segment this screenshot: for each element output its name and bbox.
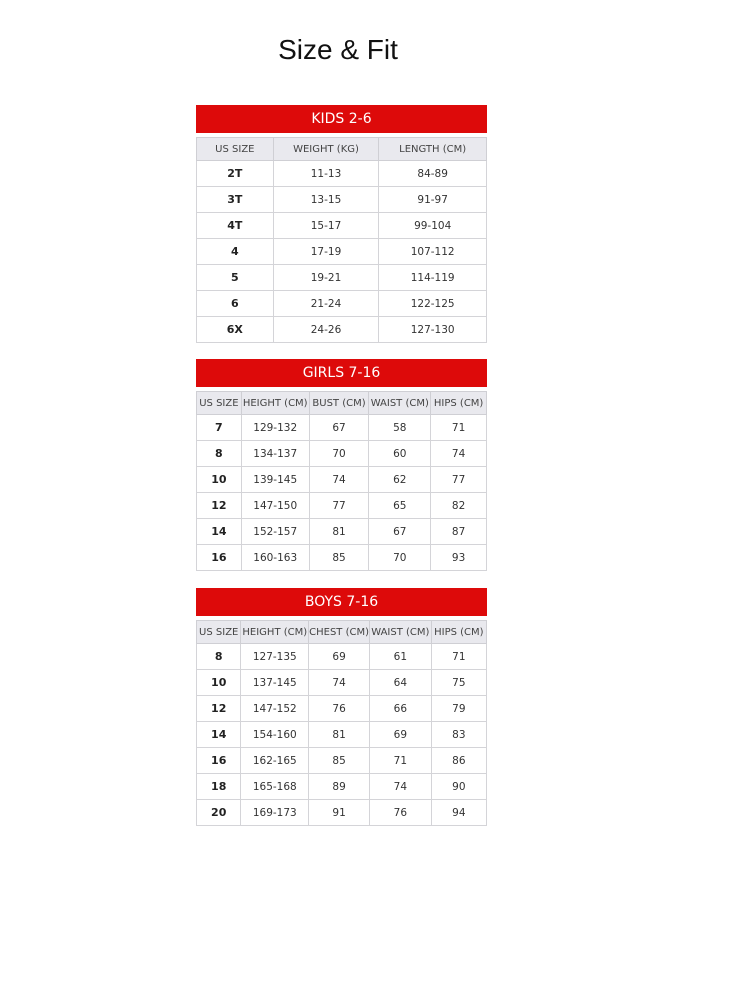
table-cell: 169-173 [241, 800, 309, 826]
kids-size-chart [196, 105, 487, 343]
size-cell: 4T [197, 213, 274, 239]
table-cell: 75 [431, 670, 486, 696]
size-cell: 12 [197, 696, 241, 722]
table-cell: 67 [309, 415, 369, 441]
table-cell: 152-157 [241, 519, 309, 545]
table-cell: 74 [309, 670, 370, 696]
table-cell: 87 [431, 519, 487, 545]
table-cell: 71 [431, 644, 486, 670]
table-cell: 90 [431, 774, 486, 800]
boys-chart-title: BOYS 7-16 [196, 588, 487, 616]
column-header: US SIZE [197, 621, 241, 644]
table-row [197, 441, 487, 467]
size-cell: 16 [197, 748, 241, 774]
table-cell: 127-130 [379, 317, 487, 343]
table-cell: 84-89 [379, 161, 487, 187]
table-row [197, 696, 487, 722]
girls-chart-title: GIRLS 7-16 [196, 359, 487, 387]
table-cell: 154-160 [241, 722, 309, 748]
table-cell: 11-13 [273, 161, 379, 187]
table-cell: 69 [309, 644, 370, 670]
table-cell: 74 [370, 774, 432, 800]
table-cell: 107-112 [379, 239, 487, 265]
table-cell: 79 [431, 696, 486, 722]
table-cell: 137-145 [241, 670, 309, 696]
column-header: HIPS (CM) [431, 621, 486, 644]
size-cell: 2T [197, 161, 274, 187]
size-cell: 18 [197, 774, 241, 800]
size-cell: 14 [197, 519, 242, 545]
size-cell: 8 [197, 441, 242, 467]
table-cell: 83 [431, 722, 486, 748]
boys-size-table [196, 620, 487, 826]
table-cell: 82 [431, 493, 487, 519]
girls-size-chart [196, 359, 487, 571]
table-row [197, 722, 487, 748]
table-cell: 58 [369, 415, 431, 441]
table-row [197, 748, 487, 774]
table-row [197, 800, 487, 826]
column-header: LENGTH (CM) [379, 138, 487, 161]
table-header-row [197, 138, 487, 161]
table-row [197, 239, 487, 265]
table-cell: 60 [369, 441, 431, 467]
table-cell: 85 [309, 748, 370, 774]
table-cell: 147-152 [241, 696, 309, 722]
table-cell: 66 [370, 696, 432, 722]
table-cell: 74 [309, 467, 369, 493]
column-header: CHEST (CM) [309, 621, 370, 644]
table-row [197, 670, 487, 696]
table-cell: 19-21 [273, 265, 379, 291]
table-cell: 122-125 [379, 291, 487, 317]
boys-size-chart [196, 588, 487, 826]
table-cell: 86 [431, 748, 486, 774]
table-cell: 15-17 [273, 213, 379, 239]
table-cell: 77 [431, 467, 487, 493]
table-row [197, 161, 487, 187]
table-cell: 93 [431, 545, 487, 571]
column-header: HEIGHT (CM) [241, 392, 309, 415]
table-cell: 89 [309, 774, 370, 800]
table-row [197, 187, 487, 213]
table-cell: 99-104 [379, 213, 487, 239]
table-row [197, 493, 487, 519]
table-header-row [197, 621, 487, 644]
size-cell: 7 [197, 415, 242, 441]
size-cell: 12 [197, 493, 242, 519]
table-cell: 77 [309, 493, 369, 519]
column-header: WAIST (CM) [369, 392, 431, 415]
size-cell: 10 [197, 670, 241, 696]
table-cell: 17-19 [273, 239, 379, 265]
size-cell: 10 [197, 467, 242, 493]
table-cell: 139-145 [241, 467, 309, 493]
table-cell: 64 [370, 670, 432, 696]
kids-chart-title: KIDS 2-6 [196, 105, 487, 133]
table-cell: 76 [309, 696, 370, 722]
girls-size-table [196, 391, 487, 571]
table-cell: 129-132 [241, 415, 309, 441]
table-cell: 134-137 [241, 441, 309, 467]
table-cell: 70 [309, 441, 369, 467]
table-cell: 147-150 [241, 493, 309, 519]
size-cell: 6 [197, 291, 274, 317]
table-cell: 67 [369, 519, 431, 545]
table-cell: 24-26 [273, 317, 379, 343]
table-cell: 69 [370, 722, 432, 748]
table-cell: 162-165 [241, 748, 309, 774]
table-cell: 71 [431, 415, 487, 441]
table-cell: 13-15 [273, 187, 379, 213]
column-header: HEIGHT (CM) [241, 621, 309, 644]
table-cell: 81 [309, 722, 370, 748]
table-cell: 91 [309, 800, 370, 826]
page-title: Size & Fit [278, 34, 398, 65]
table-cell: 76 [370, 800, 432, 826]
column-header: HIPS (CM) [431, 392, 487, 415]
column-header: WEIGHT (KG) [273, 138, 379, 161]
table-cell: 114-119 [379, 265, 487, 291]
table-cell: 65 [369, 493, 431, 519]
table-cell: 160-163 [241, 545, 309, 571]
table-row [197, 291, 487, 317]
size-cell: 8 [197, 644, 241, 670]
table-cell: 21-24 [273, 291, 379, 317]
table-row [197, 467, 487, 493]
size-cell: 3T [197, 187, 274, 213]
table-row [197, 317, 487, 343]
size-cell: 5 [197, 265, 274, 291]
kids-size-table [196, 137, 487, 343]
column-header: BUST (CM) [309, 392, 369, 415]
table-cell: 62 [369, 467, 431, 493]
table-row [197, 774, 487, 800]
table-cell: 61 [370, 644, 432, 670]
size-cell: 20 [197, 800, 241, 826]
table-row [197, 644, 487, 670]
table-cell: 127-135 [241, 644, 309, 670]
column-header: US SIZE [197, 138, 274, 161]
size-cell: 6X [197, 317, 274, 343]
table-row [197, 415, 487, 441]
column-header: WAIST (CM) [370, 621, 432, 644]
table-cell: 94 [431, 800, 486, 826]
table-cell: 81 [309, 519, 369, 545]
table-cell: 71 [370, 748, 432, 774]
table-cell: 91-97 [379, 187, 487, 213]
table-row [197, 519, 487, 545]
table-row [197, 213, 487, 239]
table-cell: 85 [309, 545, 369, 571]
table-cell: 70 [369, 545, 431, 571]
table-row [197, 265, 487, 291]
size-cell: 16 [197, 545, 242, 571]
table-header-row [197, 392, 487, 415]
table-cell: 74 [431, 441, 487, 467]
table-cell: 165-168 [241, 774, 309, 800]
column-header: US SIZE [197, 392, 242, 415]
size-cell: 14 [197, 722, 241, 748]
size-cell: 4 [197, 239, 274, 265]
table-row [197, 545, 487, 571]
